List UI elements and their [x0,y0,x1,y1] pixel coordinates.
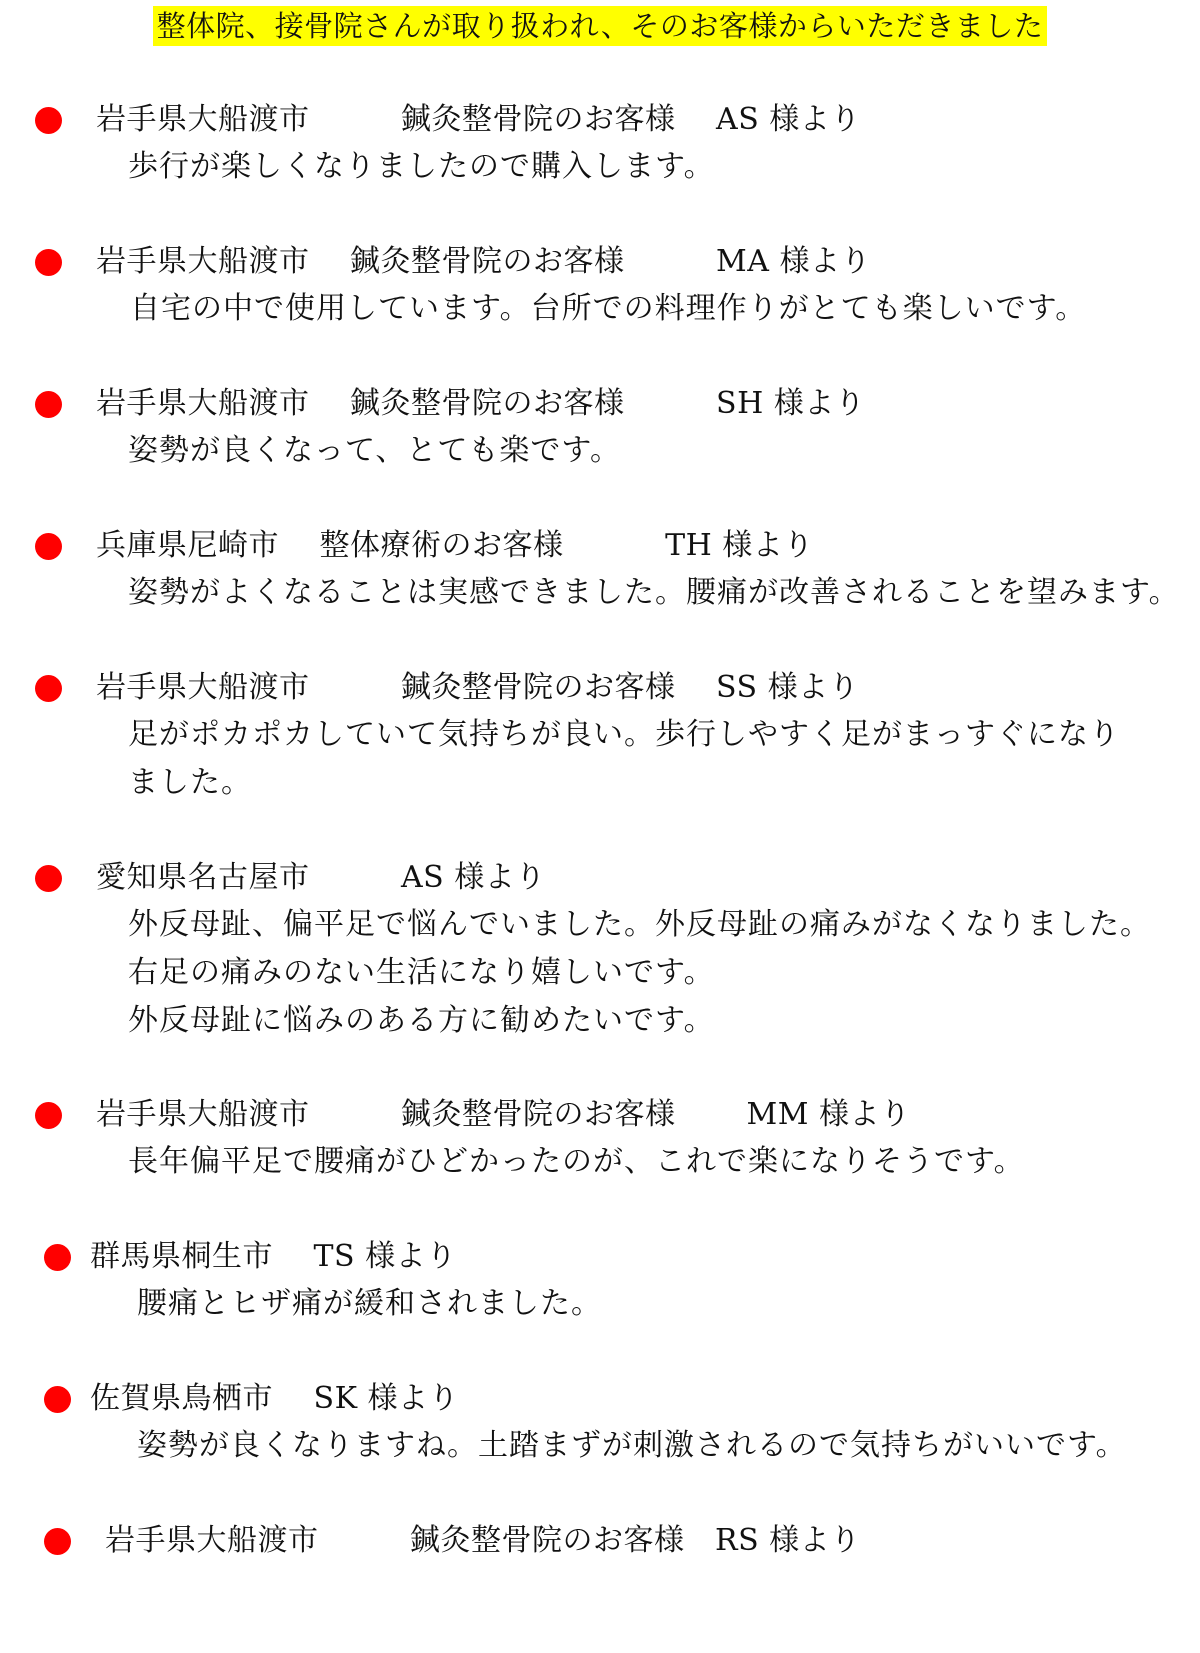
red-bullet-icon [35,391,62,418]
testimonial-text: 右足の痛みのない生活になり嬉しいです。 [128,955,715,990]
page-title: 整体院、接骨院さんが取り扱われ、そのお客様からいただきました [153,6,1048,46]
testimonial-text: 腰痛とヒザ痛が緩和されました。 [137,1286,602,1321]
testimonial-text: 自宅の中で使用しています。台所での料理作りがとても楽しいです。 [130,291,1087,326]
testimonial-text: 姿勢がよくなることは実感できました。腰痛が改善されることを望みます。 [128,575,1180,610]
testimonial-source: 兵庫県尼崎市 整体療術のお客様 TH 様より [96,528,814,563]
testimonial-source: 愛知県名古屋市 AS 様より [96,860,546,895]
testimonial-text: 長年偏平足で腰痛がひどかったのが、これで楽になりそうです。 [128,1144,1025,1179]
testimonial-text: 姿勢が良くなりますね。土踏まずが刺激されるので気持ちがいいです。 [137,1428,1127,1463]
testimonial-source: 岩手県大船渡市 鍼灸整骨院のお客様 MA 様より [96,244,871,279]
red-bullet-icon [35,249,62,276]
testimonial-source: 岩手県大船渡市 鍼灸整骨院のお客様 SH 様より [96,386,866,421]
testimonial-text: 歩行が楽しくなりましたので購入します。 [128,149,715,184]
red-bullet-icon [44,1528,71,1555]
testimonial-text: 外反母趾に悩みのある方に勧めたいです。 [128,1003,715,1038]
testimonial-source: 群馬県桐生市 TS 様より [90,1239,457,1274]
testimonial-source: 岩手県大船渡市 鍼灸整骨院のお客様 AS 様より [96,102,861,137]
testimonial-source: 岩手県大船渡市 鍼灸整骨院のお客様 MM 様より [96,1097,911,1132]
testimonial-text: 姿勢が良くなって、とても楽です。 [128,433,621,468]
testimonial-text: 足がポカポカしていて気持ちが良い。歩行しやすく足がまっすぐになり [128,717,1120,752]
red-bullet-icon [35,107,62,134]
testimonial-text: 外反母趾、偏平足で悩んでいました。外反母趾の痛みがなくなりました。 [128,907,1151,942]
red-bullet-icon [35,865,62,892]
testimonial-source: 岩手県大船渡市 鍼灸整骨院のお客様 RS 様より [105,1523,861,1558]
red-bullet-icon [44,1244,71,1271]
page-header [0,6,1200,46]
red-bullet-icon [35,533,62,560]
testimonial-source: 岩手県大船渡市 鍼灸整骨院のお客様 SS 様より [96,670,860,705]
red-bullet-icon [35,675,62,702]
testimonial-source: 佐賀県鳥栖市 SK 様より [90,1381,460,1416]
red-bullet-icon [44,1386,71,1413]
red-bullet-icon [35,1102,62,1129]
testimonial-text: ました。 [128,765,252,800]
